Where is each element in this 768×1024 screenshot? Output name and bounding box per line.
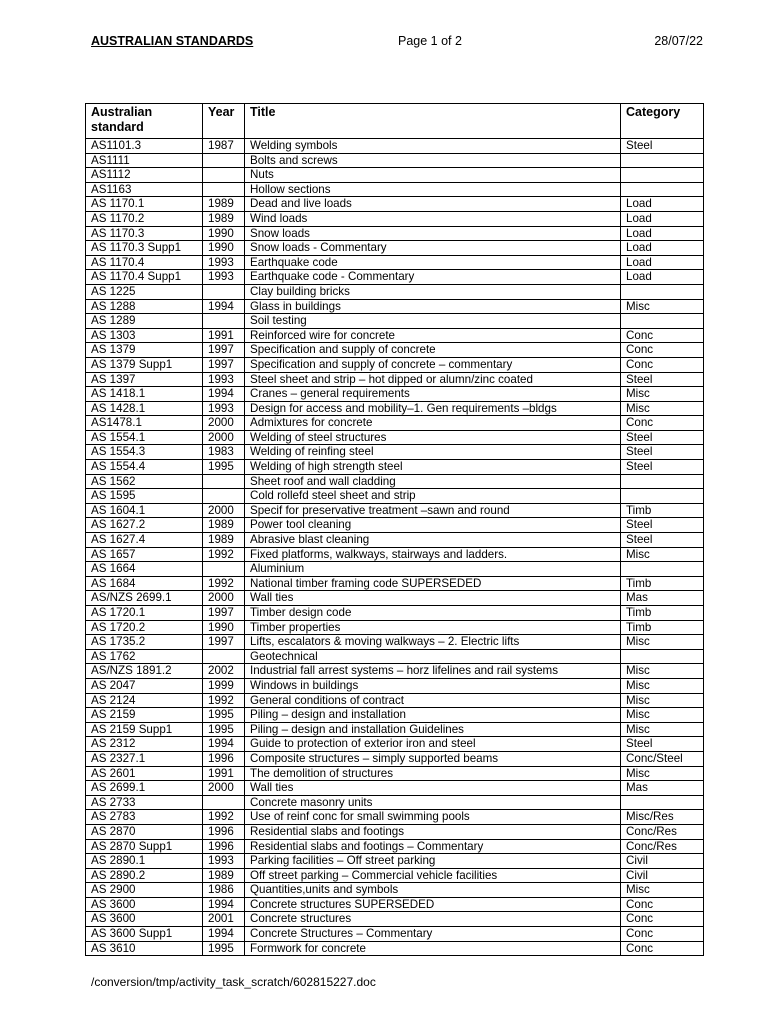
cell-category: Conc: [621, 343, 704, 358]
cell-standard: AS1163: [86, 182, 203, 197]
table-row: [86, 897, 704, 912]
table-row: [86, 255, 704, 270]
cell-category: Steel: [621, 533, 704, 548]
page-header: [91, 34, 703, 50]
cell-year: 1993: [203, 372, 245, 387]
cell-category: [621, 489, 704, 504]
cell-category: Conc: [621, 927, 704, 942]
cell-category: Steel: [621, 430, 704, 445]
cell-standard: AS 2312: [86, 737, 203, 752]
cell-year: [203, 314, 245, 329]
table-row: [86, 664, 704, 679]
cell-category: Load: [621, 211, 704, 226]
cell-standard: AS 1289: [86, 314, 203, 329]
table-row: [86, 766, 704, 781]
cell-year: 1993: [203, 401, 245, 416]
cell-title: Residential slabs and footings: [245, 824, 621, 839]
cell-category: Misc: [621, 766, 704, 781]
table-row: [86, 226, 704, 241]
cell-category: Mas: [621, 591, 704, 606]
cell-year: 1983: [203, 445, 245, 460]
cell-year: 1989: [203, 211, 245, 226]
table-row: [86, 620, 704, 635]
cell-category: Timb: [621, 620, 704, 635]
cell-standard: AS 2124: [86, 693, 203, 708]
table-row: [86, 460, 704, 475]
cell-title: Steel sheet and strip – hot dipped or alumn/zinc coated: [245, 372, 621, 387]
cell-year: 1989: [203, 518, 245, 533]
table-row: [86, 357, 704, 372]
cell-year: 1994: [203, 897, 245, 912]
cell-category: Steel: [621, 445, 704, 460]
table-row: [86, 649, 704, 664]
cell-category: Misc: [621, 708, 704, 723]
cell-title: Timber properties: [245, 620, 621, 635]
cell-standard: AS 2159 Supp1: [86, 722, 203, 737]
cell-year: 1993: [203, 854, 245, 869]
cell-year: 2000: [203, 416, 245, 431]
table-row: [86, 591, 704, 606]
cell-category: Timb: [621, 606, 704, 621]
cell-year: [203, 168, 245, 183]
cell-year: 2000: [203, 503, 245, 518]
cell-title: Composite structures – simply supported beams: [245, 751, 621, 766]
cell-year: 1999: [203, 678, 245, 693]
table-row: [86, 139, 704, 154]
table-row: [86, 430, 704, 445]
cell-category: Steel: [621, 460, 704, 475]
table-row: [86, 328, 704, 343]
cell-standard: AS 1562: [86, 474, 203, 489]
cell-year: 1994: [203, 927, 245, 942]
cell-standard: AS 1418.1: [86, 387, 203, 402]
table-row: [86, 883, 704, 898]
cell-category: Misc: [621, 635, 704, 650]
cell-title: Wall ties: [245, 781, 621, 796]
cell-standard: AS 2699.1: [86, 781, 203, 796]
table-row: [86, 533, 704, 548]
cell-year: 1990: [203, 226, 245, 241]
cell-category: Misc/Res: [621, 810, 704, 825]
table-row: [86, 241, 704, 256]
cell-category: Conc/Steel: [621, 751, 704, 766]
table-row: [86, 401, 704, 416]
table-row: [86, 387, 704, 402]
cell-year: 1996: [203, 839, 245, 854]
cell-year: 2001: [203, 912, 245, 927]
cell-year: 2002: [203, 664, 245, 679]
table-row: [86, 518, 704, 533]
cell-title: Snow loads: [245, 226, 621, 241]
table-row: [86, 503, 704, 518]
table-row: [86, 868, 704, 883]
cell-title: Formwork for concrete: [245, 941, 621, 956]
cell-standard: AS 3610: [86, 941, 203, 956]
cell-standard: AS 3600 Supp1: [86, 927, 203, 942]
cell-title: Abrasive blast cleaning: [245, 533, 621, 548]
table-row: [86, 781, 704, 796]
cell-standard: AS 1657: [86, 547, 203, 562]
cell-year: [203, 795, 245, 810]
cell-year: [203, 284, 245, 299]
cell-category: Load: [621, 226, 704, 241]
table-row: [86, 824, 704, 839]
cell-category: Steel: [621, 737, 704, 752]
cell-standard: AS 2890.1: [86, 854, 203, 869]
cell-year: 1990: [203, 620, 245, 635]
cell-category: Conc: [621, 912, 704, 927]
cell-year: 1997: [203, 635, 245, 650]
cell-standard: AS 1225: [86, 284, 203, 299]
table-row: [86, 416, 704, 431]
cell-title: Off street parking – Commercial vehicle facilities: [245, 868, 621, 883]
cell-title: Wind loads: [245, 211, 621, 226]
cell-standard: AS/NZS 1891.2: [86, 664, 203, 679]
cell-category: Conc: [621, 416, 704, 431]
cell-year: 1997: [203, 357, 245, 372]
cell-category: Steel: [621, 372, 704, 387]
table-row: [86, 635, 704, 650]
cell-standard: AS1478.1: [86, 416, 203, 431]
cell-category: Timb: [621, 576, 704, 591]
table-row: [86, 751, 704, 766]
cell-title: Piling – design and installation Guidelines: [245, 722, 621, 737]
table-row: [86, 474, 704, 489]
cell-year: 1992: [203, 810, 245, 825]
cell-title: Piling – design and installation: [245, 708, 621, 723]
cell-year: 1992: [203, 576, 245, 591]
table-row: [86, 284, 704, 299]
cell-standard: AS 1595: [86, 489, 203, 504]
table-body: [86, 139, 704, 956]
cell-category: Misc: [621, 722, 704, 737]
file-path-footer: /conversion/tmp/activity_task_scratch/602815227.doc: [91, 975, 376, 989]
cell-year: 1994: [203, 737, 245, 752]
cell-title: General conditions of contract: [245, 693, 621, 708]
table-row: [86, 576, 704, 591]
cell-year: [203, 489, 245, 504]
cell-year: [203, 182, 245, 197]
table-row: [86, 211, 704, 226]
cell-standard: AS 1664: [86, 562, 203, 577]
page-number: Page 1 of 2: [398, 34, 462, 48]
cell-year: 1991: [203, 766, 245, 781]
cell-title: Admixtures for concrete: [245, 416, 621, 431]
cell-standard: AS 1554.1: [86, 430, 203, 445]
cell-standard: AS 2890.2: [86, 868, 203, 883]
cell-title: Concrete masonry units: [245, 795, 621, 810]
cell-title: Hollow sections: [245, 182, 621, 197]
cell-title: Bolts and screws: [245, 153, 621, 168]
cell-category: [621, 562, 704, 577]
cell-standard: AS 1170.3: [86, 226, 203, 241]
table-row: [86, 562, 704, 577]
cell-category: Misc: [621, 547, 704, 562]
cell-standard: AS 2870: [86, 824, 203, 839]
cell-standard: AS 1684: [86, 576, 203, 591]
cell-category: [621, 314, 704, 329]
cell-title: Power tool cleaning: [245, 518, 621, 533]
cell-title: Soil testing: [245, 314, 621, 329]
table-row: [86, 168, 704, 183]
cell-standard: AS 2327.1: [86, 751, 203, 766]
cell-category: Load: [621, 270, 704, 285]
cell-year: [203, 562, 245, 577]
cell-category: [621, 284, 704, 299]
cell-year: 1996: [203, 751, 245, 766]
cell-standard: AS 1170.2: [86, 211, 203, 226]
cell-title: Use of reinf conc for small swimming pools: [245, 810, 621, 825]
cell-standard: AS 1720.2: [86, 620, 203, 635]
standards-table: [85, 103, 704, 956]
cell-title: Fixed platforms, walkways, stairways and ladders.: [245, 547, 621, 562]
cell-title: Industrial fall arrest systems – horz lifelines and rail systems: [245, 664, 621, 679]
cell-category: [621, 795, 704, 810]
cell-title: Earthquake code: [245, 255, 621, 270]
cell-standard: AS 2733: [86, 795, 203, 810]
cell-standard: AS 1762: [86, 649, 203, 664]
cell-title: Nuts: [245, 168, 621, 183]
cell-title: Geotechnical: [245, 649, 621, 664]
cell-title: Glass in buildings: [245, 299, 621, 314]
table-row: [86, 314, 704, 329]
cell-category: Steel: [621, 139, 704, 154]
cell-standard: AS 3600: [86, 897, 203, 912]
table-row: [86, 372, 704, 387]
cell-title: Concrete Structures – Commentary: [245, 927, 621, 942]
cell-category: [621, 474, 704, 489]
cell-year: 1995: [203, 460, 245, 475]
cell-category: Conc: [621, 897, 704, 912]
cell-category: Misc: [621, 883, 704, 898]
table-row: [86, 927, 704, 942]
cell-year: [203, 153, 245, 168]
cell-title: Clay building bricks: [245, 284, 621, 299]
cell-title: Guide to protection of exterior iron and steel: [245, 737, 621, 752]
cell-year: 1995: [203, 941, 245, 956]
cell-category: Misc: [621, 664, 704, 679]
cell-title: Timber design code: [245, 606, 621, 621]
cell-standard: AS 1720.1: [86, 606, 203, 621]
cell-title: The demolition of structures: [245, 766, 621, 781]
cell-category: Misc: [621, 401, 704, 416]
column-header-year: Year: [203, 104, 245, 139]
cell-year: 1989: [203, 533, 245, 548]
table-row: [86, 547, 704, 562]
cell-category: Misc: [621, 693, 704, 708]
cell-title: Residential slabs and footings – Commentary: [245, 839, 621, 854]
cell-standard: AS 2870 Supp1: [86, 839, 203, 854]
cell-standard: AS1111: [86, 153, 203, 168]
cell-category: Load: [621, 241, 704, 256]
cell-year: 2000: [203, 591, 245, 606]
table-row: [86, 854, 704, 869]
cell-title: Snow loads - Commentary: [245, 241, 621, 256]
cell-year: 2000: [203, 781, 245, 796]
cell-year: 1987: [203, 139, 245, 154]
table-row: [86, 197, 704, 212]
cell-standard: AS 1379: [86, 343, 203, 358]
cell-category: [621, 168, 704, 183]
table-row: [86, 182, 704, 197]
cell-standard: AS 2783: [86, 810, 203, 825]
cell-title: Parking facilities – Off street parking: [245, 854, 621, 869]
document-title: AUSTRALIAN STANDARDS: [91, 34, 254, 48]
cell-category: Mas: [621, 781, 704, 796]
table-row: [86, 606, 704, 621]
table-row: [86, 678, 704, 693]
cell-year: 1995: [203, 722, 245, 737]
cell-year: 1989: [203, 197, 245, 212]
cell-title: Concrete structures SUPERSEDED: [245, 897, 621, 912]
cell-category: Conc/Res: [621, 824, 704, 839]
table-row: [86, 153, 704, 168]
cell-standard: AS 2601: [86, 766, 203, 781]
cell-title: Welding of reinfing steel: [245, 445, 621, 460]
cell-title: Earthquake code - Commentary: [245, 270, 621, 285]
column-header-category: Category: [621, 104, 704, 139]
table-row: [86, 299, 704, 314]
cell-standard: AS 1170.4: [86, 255, 203, 270]
column-header-title: Title: [245, 104, 621, 139]
table-row: [86, 270, 704, 285]
cell-category: Conc: [621, 328, 704, 343]
table-row: [86, 445, 704, 460]
cell-category: [621, 182, 704, 197]
table-row: [86, 489, 704, 504]
cell-category: Civil: [621, 854, 704, 869]
cell-standard: AS 3600: [86, 912, 203, 927]
cell-category: Misc: [621, 387, 704, 402]
cell-standard: AS 1379 Supp1: [86, 357, 203, 372]
cell-category: Civil: [621, 868, 704, 883]
cell-title: Design for access and mobility–1. Gen requirements –bldgs: [245, 401, 621, 416]
cell-category: [621, 649, 704, 664]
cell-year: 1993: [203, 255, 245, 270]
cell-standard: AS1112: [86, 168, 203, 183]
table-row: [86, 912, 704, 927]
cell-title: Welding symbols: [245, 139, 621, 154]
cell-title: Quantities,units and symbols: [245, 883, 621, 898]
cell-category: Load: [621, 255, 704, 270]
cell-year: 1992: [203, 693, 245, 708]
table-row: [86, 839, 704, 854]
cell-category: Conc: [621, 357, 704, 372]
document-date: 28/07/22: [654, 34, 703, 48]
cell-standard: AS 1627.4: [86, 533, 203, 548]
table-row: [86, 810, 704, 825]
cell-title: Welding of high strength steel: [245, 460, 621, 475]
cell-category: Conc: [621, 941, 704, 956]
cell-title: Specification and supply of concrete – commentary: [245, 357, 621, 372]
cell-standard: AS 2047: [86, 678, 203, 693]
cell-title: Dead and live loads: [245, 197, 621, 212]
cell-standard: AS 1428.1: [86, 401, 203, 416]
table-row: [86, 795, 704, 810]
cell-title: Specif for preservative treatment –sawn and round: [245, 503, 621, 518]
cell-category: Conc/Res: [621, 839, 704, 854]
cell-standard: AS 1554.4: [86, 460, 203, 475]
cell-title: Lifts, escalators & moving walkways – 2. Electric lifts: [245, 635, 621, 650]
cell-standard: AS 1288: [86, 299, 203, 314]
cell-title: Windows in buildings: [245, 678, 621, 693]
cell-title: Aluminium: [245, 562, 621, 577]
table-row: [86, 941, 704, 956]
cell-year: 1995: [203, 708, 245, 723]
cell-standard: AS 1554.3: [86, 445, 203, 460]
cell-standard: AS/NZS 2699.1: [86, 591, 203, 606]
cell-title: Reinforced wire for concrete: [245, 328, 621, 343]
cell-standard: AS 1170.1: [86, 197, 203, 212]
cell-category: [621, 153, 704, 168]
cell-category: Misc: [621, 678, 704, 693]
cell-year: 1994: [203, 387, 245, 402]
cell-standard: AS 1170.4 Supp1: [86, 270, 203, 285]
cell-category: Timb: [621, 503, 704, 518]
cell-year: 1991: [203, 328, 245, 343]
table-row: [86, 343, 704, 358]
cell-year: 2000: [203, 430, 245, 445]
cell-standard: AS 1397: [86, 372, 203, 387]
cell-year: 1996: [203, 824, 245, 839]
cell-title: Welding of steel structures: [245, 430, 621, 445]
cell-year: 1993: [203, 270, 245, 285]
cell-category: Steel: [621, 518, 704, 533]
cell-year: 1997: [203, 343, 245, 358]
cell-title: Concrete structures: [245, 912, 621, 927]
cell-year: 1994: [203, 299, 245, 314]
table-header-row: [86, 104, 704, 139]
cell-standard: AS 1627.2: [86, 518, 203, 533]
table-row: [86, 737, 704, 752]
cell-standard: AS 1170.3 Supp1: [86, 241, 203, 256]
cell-standard: AS 2159: [86, 708, 203, 723]
cell-year: 1986: [203, 883, 245, 898]
cell-title: Wall ties: [245, 591, 621, 606]
cell-year: 1990: [203, 241, 245, 256]
cell-title: Cranes – general requirements: [245, 387, 621, 402]
cell-year: 1989: [203, 868, 245, 883]
table-row: [86, 722, 704, 737]
cell-standard: AS 1604.1: [86, 503, 203, 518]
cell-standard: AS 1303: [86, 328, 203, 343]
cell-standard: AS 1735.2: [86, 635, 203, 650]
cell-year: 1997: [203, 606, 245, 621]
cell-title: Cold rollefd steel sheet and strip: [245, 489, 621, 504]
cell-category: Misc: [621, 299, 704, 314]
cell-title: Sheet roof and wall cladding: [245, 474, 621, 489]
cell-standard: AS 2900: [86, 883, 203, 898]
cell-category: Load: [621, 197, 704, 212]
table-row: [86, 693, 704, 708]
cell-title: Specification and supply of concrete: [245, 343, 621, 358]
column-header-standard: Australian standard: [86, 104, 203, 139]
cell-year: [203, 474, 245, 489]
table-row: [86, 708, 704, 723]
cell-standard: AS1101.3: [86, 139, 203, 154]
cell-year: [203, 649, 245, 664]
cell-title: National timber framing code SUPERSEDED: [245, 576, 621, 591]
cell-year: 1992: [203, 547, 245, 562]
